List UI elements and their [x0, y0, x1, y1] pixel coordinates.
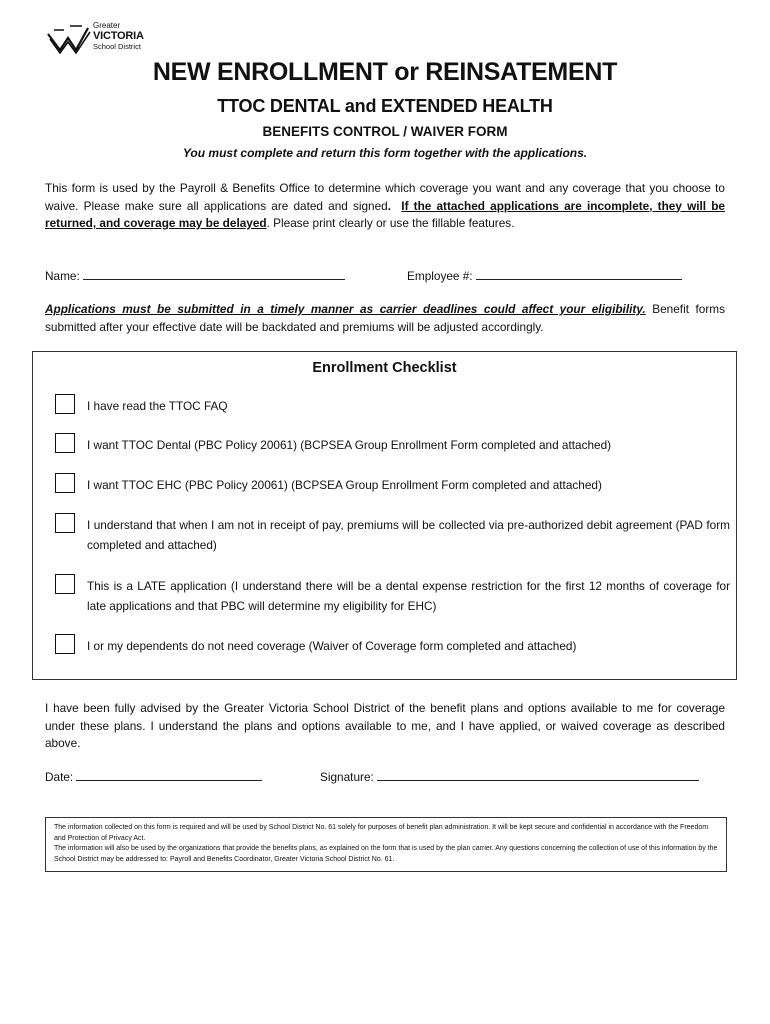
checklist-item-label: I or my dependents do not need coverage (Waiver of Coverage form completed and attached): [87, 639, 577, 653]
checkbox-late-application[interactable]: [55, 574, 75, 594]
logo-text: [93, 22, 144, 51]
date-input[interactable]: [76, 769, 262, 781]
employee-number-label: Employee #:: [407, 269, 473, 283]
signature-label: Signature:: [320, 770, 374, 784]
page-subtitle: TTOC DENTAL and EXTENDED HEALTH: [217, 96, 553, 116]
name-field-group: [45, 268, 345, 283]
date-field-group: [45, 769, 262, 784]
deadline-paragraph: [45, 301, 725, 336]
privacy-line-1: The information collected on this form is required and will be used by School District No. 61 solely for purposes of benefit plan administration. It will be kept secure and confidential in accordance with the Freedom and Protection of Privacy Act.: [54, 824, 709, 842]
page-title: NEW ENROLLMENT or REINSATEMENT: [152, 58, 618, 86]
checklist-title: Enrollment Checklist: [312, 360, 457, 376]
checklist-item-label: I want TTOC Dental (PBC Policy 20061) (BCPSEA Group Enrollment Form completed and attached): [87, 438, 612, 452]
intro-text-2: . Please print clearly or use the fillable features.: [266, 216, 515, 230]
checklist-item-label: I have read the TTOC FAQ: [87, 399, 228, 413]
deadline-emphasis: Applications must be submitted in a timely manner as carrier deadlines could affect your eligibility.: [45, 302, 646, 316]
logo-line-2: VICTORIA: [93, 30, 144, 42]
checkbox-dental[interactable]: [55, 433, 75, 453]
checklist-item-label: I want TTOC EHC (PBC Policy 20061) (BCPSEA Group Enrollment Form completed and attached): [87, 478, 602, 492]
intro-paragraph: [45, 180, 725, 233]
intro-text-1: This form is used by the Payroll & Benefits Office to determine which coverage you want and any coverage that you choose to waive. Please make sure all applications are dated and signed: [45, 181, 725, 213]
date-label: Date:: [45, 770, 74, 784]
employee-number-input[interactable]: [476, 268, 682, 280]
checkbox-ehc[interactable]: [55, 473, 75, 493]
checklist-item-label: This is a LATE application (I understand there will be a dental expense restriction for the first 12 months of coverage for late applications and that PBC will determine my eligibility for EHC): [87, 579, 730, 613]
enrollment-checklist: [32, 351, 737, 680]
checklist-item-label: I understand that when I am not in receipt of pay, premiums will be collected via pre-authorized debit agreement (PAD form completed and attached): [87, 518, 730, 552]
form-name: BENEFITS CONTROL / WAIVER FORM: [262, 124, 508, 139]
checkbox-waiver[interactable]: [55, 634, 75, 654]
privacy-line-2: The information will also be used by the organizations that provide the benefits plans, as explained on the form that is used by the plan carrier. Any questions concerning the collection of use of this information by the School District may be addressed to: Payroll and Benefits Coordinator, Greater Victoria School District No. 61.: [54, 845, 718, 863]
employee-field-group: [407, 268, 682, 283]
declaration-paragraph: I have been fully advised by the Greater Victoria School District of the benefit plans and options available to me for coverage under these plans. I understand the plans and options available to me, and I have applied, or waived coverage as described above.: [45, 701, 725, 750]
privacy-notice: [45, 817, 727, 872]
intro-text-1-end: .: [387, 198, 391, 213]
signature-field-group: [320, 769, 699, 784]
deadline-text: Benefit forms submitted after your effective date will be backdated and premiums will be adjusted accordingly.: [45, 302, 725, 334]
logo-line-1: Greater: [93, 21, 121, 30]
form-instruction: You must complete and return this form together with the applications.: [182, 146, 588, 160]
name-input[interactable]: [83, 268, 345, 280]
logo-line-3: School District: [93, 42, 141, 51]
incomplete-warning: If the attached applications are incomplete, they will be returned, and coverage may be delayed: [45, 198, 725, 230]
checkbox-faq[interactable]: [55, 394, 75, 414]
checkbox-pad[interactable]: [55, 513, 75, 533]
name-label: Name:: [45, 269, 80, 283]
signature-input[interactable]: [377, 769, 699, 781]
